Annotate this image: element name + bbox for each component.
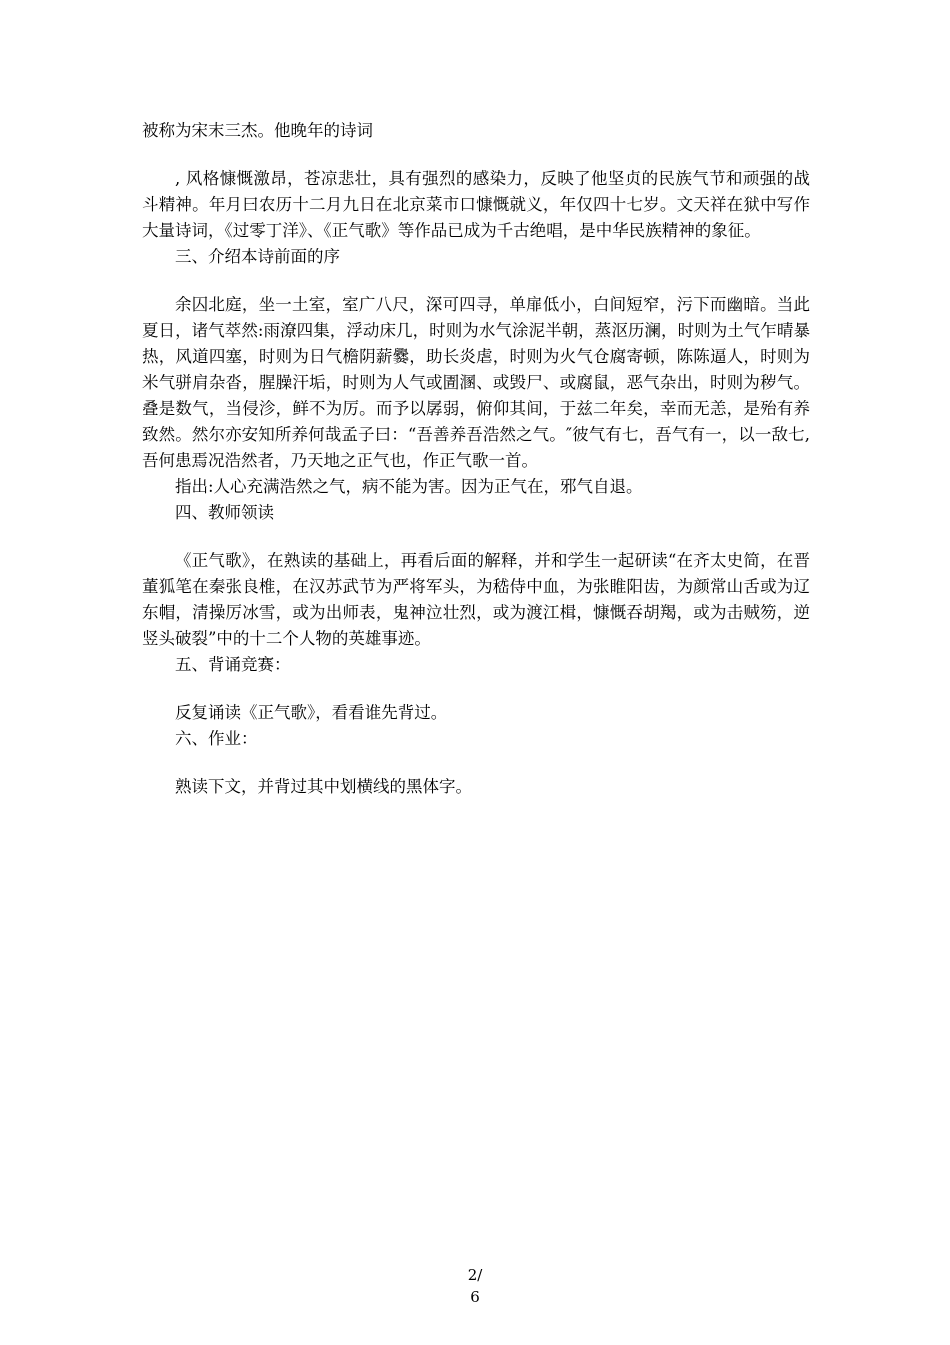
paragraph-biography: , 风格慷慨激昂，苍凉悲壮，具有强烈的感染力，反映了他坚贞的民族气节和顽强的战斗精神。年月曰农历十二月九日在北京菜市口慷慨就义，年仅四十七岁。文天祥在狱中写作大量诗词，《过零丁洋》、《正气歌》等作品已成为千古绝唱，是中华民族精神的象征。 [142,169,810,240]
section-heading-reading: 四、教师领读 [175,503,274,522]
section-heading-homework: 六、作业： [175,729,258,748]
paragraph-homework: 熟读下文，并背过其中划横线的黑体字。 [175,777,472,796]
page-number [0,1264,950,1308]
text-line-intro: 被称为宋末三杰。他晚年的诗词 [142,121,373,140]
paragraph-note: 指出:人心充满浩然之气，病不能为害。因为正气在，邪气自退。 [175,477,643,496]
paragraph-preface-text: 余囚北庭，坐一土室，室广八尺，深可四寻，单扉低小，白间短窄，污下而幽暗。当此夏日，诸气萃然:雨潦四集，浮动床几，时则为水气涂泥半朝，蒸沤历澜，时则为土气乍晴暴热，风道四塞，时则为日气檐阴薪爨，助长炎虐，时则为火气仓腐寄顿，陈陈逼人，时则为米气骈肩杂沓，腥臊汗垢，时则为人气或圊溷、或毁尸、或腐鼠，恶气杂出，时则为秽气。叠是数气，当侵沴，鲜不为厉。而予以孱弱，俯仰其间，于兹二年矣，幸而无恙，是殆有养致然。然尔亦安知所养何哉孟子曰：“吾善养吾浩然之气。″彼气有七，吾气有一，以一敌七, 吾何患焉况浩然者，乃天地之正气也，作正气歌一首。 [142,295,810,470]
paragraph-recitation: 反复诵读《正气歌》，看看谁先背过。 [175,703,448,722]
page-number-current: 2/ [467,1266,483,1284]
section-heading-preface: 三、介绍本诗前面的序 [175,247,340,266]
paragraph-reading: 《正气歌》，在熟读的基础上，再看后面的解释，并和学生一起研读“在齐太史简，在晋董狐笔在秦张良椎，在汉苏武节为严将军头，为嵇侍中血，为张睢阳齿，为颜常山舌或为辽东帽，清操厉冰雪，或为出师表，鬼神泣壮烈，或为渡江楫，慷慨吞胡羯，或为击贼笏，逆竖头破裂”中的十二个人物的英雄事迹。 [142,551,810,648]
document-body [142,118,810,800]
section-heading-recitation: 五、背诵竞赛： [175,655,291,674]
page-number-total: 6 [470,1288,480,1306]
